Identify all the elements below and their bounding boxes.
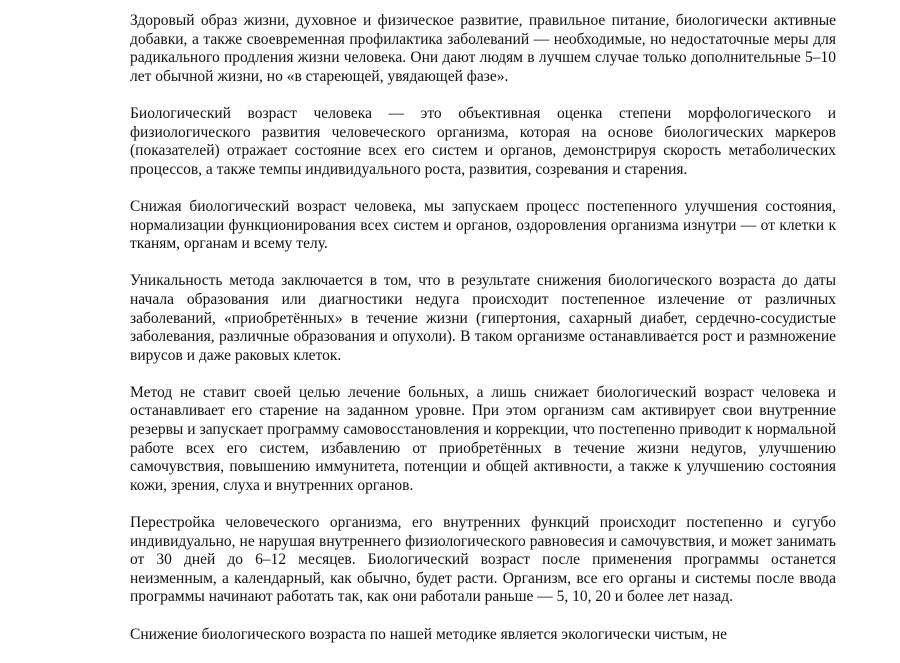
paragraph-reducing-biological-age: Снижая биологический возраст человека, мы запускаем процесс постепенного улучшения состояния, нормализации функционирования всех систем и органов, оздоровления организма изнутри — от клетки к тканям, органам и всему телу.	[130, 197, 836, 253]
paragraph-healthy-lifestyle: Здоровый образ жизни, духовное и физическое развитие, правильное питание, биологически активные добавки, а также своевременная профилактика заболеваний — необходимые, но недостаточные меры для радикального продления жизни человека. Они дают людям в лучшем случае только дополнительные 5–10 лет обычной жизни, но «в стареющей, увядающей фазе».	[130, 12, 836, 85]
paragraph-method-purpose: Метод не ставит своей целью лечение больных, а лишь снижает биологический возраст человека и останавливает его старение на заданном уровне. При этом организм сам активирует свои внутренние резервы и запускает программу самовосстановления и коррекции, что постепенно приводит к нормальной работе всех его систем, избавлению от приобретённых в течение жизни недугов, улучшению самочувствия, повышению иммунитета, потенции и общей активности, а также к улучшению состояния кожи, зрения, слуха и внутренних органов.	[130, 383, 836, 494]
document-body	[130, 12, 836, 663]
paragraph-ecological-method: Снижение биологического возраста по нашей методике является экологически чистым, не	[130, 625, 728, 643]
paragraph-biological-age-definition: Биологический возраст человека — это объективная оценка степени морфологического и физиологического развития человеческого организма, которая на основе биологических маркеров (показателей) отражает состояние всех его систем и органов, демонстрируя скорость метаболических процессов, а также темпы индивидуального роста, развития, созревания и старения.	[130, 104, 836, 178]
paragraph-restructuring: Перестройка человеческого организма, его внутренних функций происходит постепенно и сугубо индивидуально, не нарушая внутреннего физиологического равновесия и самочувствия, и может занимать от 30 дней до 6–12 месяцев. Биологический возраст после применения программы останется неизменным, а календарный, как обычно, будет расти. Организм, все его органы и системы после ввода программы начинают работать так, как они работали раньше — 5, 10, 20 и более лет назад.	[130, 514, 836, 606]
paragraph-method-uniqueness: Уникальность метода заключается в том, что в результате снижения биологического возраста до даты начала образования или диагностики недуга происходит постепенное излечение от различных заболеваний, «приобретённых» в течение жизни (гипертония, сахарный диабет, сердечно-сосудистые заболевания, различные образования и опухоли). В таком организме останавливается рост и размножение вирусов и даже раковых клеток.	[130, 272, 836, 364]
